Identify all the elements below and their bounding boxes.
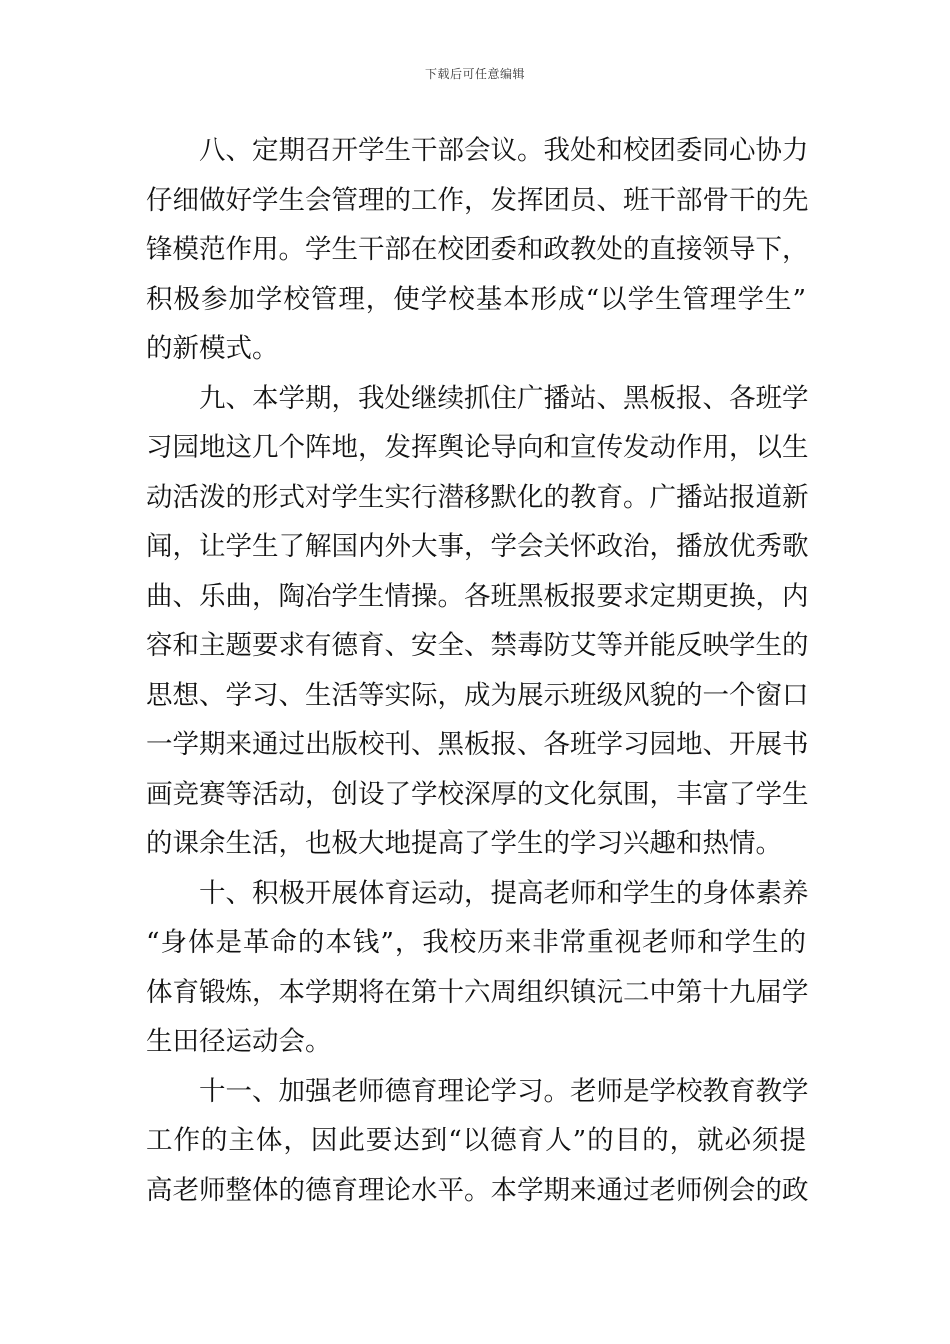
text-line: 的新模式。 (146, 333, 279, 364)
text-line: 积极参加学校管理，使学校基本形成“以学生管理学生” (146, 283, 806, 315)
paragraph-10 (146, 869, 809, 1067)
text-line: 九、本学期，我处继续抓住广播站、黑板报、各班学 (199, 382, 809, 414)
text-line: 容和主题要求有德育、安全、禁毒防艾等并能反映学生的 (146, 630, 809, 661)
text-line: 工作的主体，因此要达到“以德育人”的目的，就必须提 (146, 1125, 806, 1156)
header-note: 下载后可任意编辑 (424, 67, 525, 81)
text-line: 十一、加强老师德育理论学习。老师是学校教育教学 (199, 1075, 809, 1107)
document-body (146, 126, 809, 1215)
text-line: 生田径运动会。 (146, 1026, 332, 1057)
text-line: 一学期来通过出版校刊、黑板报、各班学习园地、开展书 (146, 729, 809, 760)
text-line: “身体是革命的本钱”，我校历来非常重视老师和学生的 (146, 927, 806, 958)
paragraph-8 (146, 126, 809, 374)
text-line: 动活泼的形式对学生实行潜移默化的教育。广播站报道新 (146, 481, 809, 513)
text-line: 锋模范作用。学生干部在校团委和政教处的直接领导下， (146, 234, 809, 265)
text-line: 习园地这几个阵地，发挥舆论导向和宣传发动作用，以生 (146, 432, 809, 463)
text-line: 体育锻炼，本学期将在第十六周组织镇沅二中第十九届学 (146, 976, 809, 1008)
text-line: 曲、乐曲，陶冶学生情操。各班黑板报要求定期更换，内 (146, 580, 809, 612)
text-line: 十、积极开展体育运动，提高老师和学生的身体素养 (199, 877, 809, 909)
text-line: 高老师整体的德育理论水平。本学期来通过老师例会的政 (146, 1174, 809, 1206)
paragraph-9 (146, 374, 809, 869)
text-line: 的课余生活，也极大地提高了学生的学习兴趣和热情。 (146, 828, 782, 859)
text-line: 思想、学习、生活等实际，成为展示班级风貌的一个窗口 (146, 679, 809, 711)
text-line: 闻，让学生了解国内外大事，学会关怀政治，播放优秀歌 (146, 531, 809, 562)
text-line: 画竞赛等活动，创设了学校深厚的文化氛围，丰富了学生 (146, 778, 809, 810)
text-line: 仔细做好学生会管理的工作，发挥团员、班干部骨干的先 (146, 184, 809, 216)
text-line: 八、定期召开学生干部会议。我处和校团委同心协力 (199, 135, 809, 166)
paragraph-11 (146, 1067, 809, 1216)
